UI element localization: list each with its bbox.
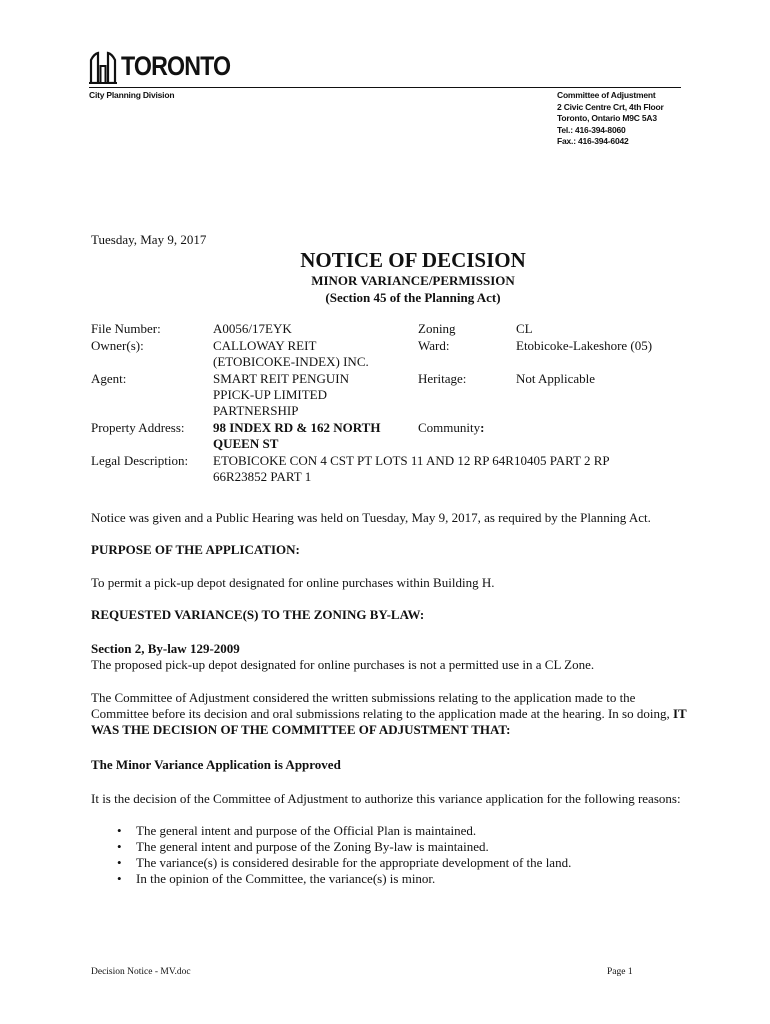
hearing-notice: Notice was given and a Public Hearing was held on Tuesday, May 9, 2017, as required by the Planning Act. <box>91 510 651 525</box>
address-line: 2 Civic Centre Crt, 4th Floor <box>557 101 664 112</box>
heritage-value: Not Applicable <box>516 371 596 386</box>
committee-address <box>557 90 664 148</box>
committee-paragraph: The Committee of Adjustment considered the written submissions relating to the application made to the Committee before its decision and oral submissions relating to the application made at the hearing. In so doing, IT WAS THE DECISION OF THE COMMITTEE OF ADJUSTMENT THAT: <box>91 690 687 737</box>
ward-label: Ward: <box>418 338 450 353</box>
toronto-logo <box>89 48 231 84</box>
owner-value: CALLOWAY REIT (ETOBICOKE-INDEX) INC. <box>213 338 369 369</box>
page-subtitle: MINOR VARIANCE/PERMISSION <box>311 273 515 288</box>
agent-label: Agent: <box>91 371 127 386</box>
page-number: Page 1 <box>607 967 633 977</box>
logo-wordmark: TORONTO <box>121 51 231 81</box>
community-label: Community: <box>418 420 485 435</box>
list-item: • The general intent and purpose of the Zoning By-law is maintained. <box>91 839 571 855</box>
address-line: Tel.: 416-394-8060 <box>557 124 626 135</box>
legal-description-value: ETOBICOKE CON 4 CST PT LOTS 11 AND 12 RP 64R10405 PART 2 RP 66R23852 PART 1 <box>213 453 610 484</box>
property-address-label: Property Address: <box>91 420 185 435</box>
owner-label: Owner(s): <box>91 338 144 353</box>
address-line: Committee of Adjustment <box>557 90 656 100</box>
approved-heading: The Minor Variance Application is Approved <box>91 757 341 772</box>
address-line: Toronto, Ontario M9C 5A3 <box>557 113 657 123</box>
page-title: NOTICE OF DECISION <box>300 248 526 272</box>
notice-date: Tuesday, May 9, 2017 <box>91 232 207 247</box>
section-text: The proposed pick-up depot designated for online purchases is not a permitted use in a CL Zone. <box>91 657 595 672</box>
reasons-list <box>91 823 571 887</box>
page-subtitle-section: (Section 45 of the Planning Act) <box>325 290 501 305</box>
list-item: • In the opinion of the Committee, the variance(s) is minor. <box>91 871 571 887</box>
property-address-value: 98 INDEX RD & 162 NORTH QUEEN ST <box>213 420 381 451</box>
legal-description-label: Legal Description: <box>91 453 189 468</box>
decision-text: It is the decision of the Committee of Adjustment to authorize this variance application for the following reasons: <box>91 791 681 806</box>
footer-left: Decision Notice - MV.doc <box>91 967 191 977</box>
variance-heading: REQUESTED VARIANCE(S) TO THE ZONING BY-LAW: <box>91 607 425 622</box>
division-label: City Planning Division <box>89 90 175 100</box>
ward-value: Etobicoke-Lakeshore (05) <box>516 338 653 353</box>
file-number-value: A0056/17EYK <box>213 321 292 336</box>
file-number-label: File Number: <box>91 321 161 336</box>
list-item: • The variance(s) is considered desirable for the appropriate development of the land. <box>91 855 571 871</box>
list-item: • The general intent and purpose of the Official Plan is maintained. <box>91 823 571 839</box>
section-heading: Section 2, By-law 129-2009 <box>91 641 240 656</box>
zoning-label: Zoning <box>418 321 456 336</box>
purpose-text: To permit a pick-up depot designated for online purchases within Building H. <box>91 575 495 590</box>
purpose-heading: PURPOSE OF THE APPLICATION: <box>91 542 300 557</box>
city-hall-icon <box>89 50 117 84</box>
agent-value: SMART REIT PENGUIN PPICK-UP LIMITED PARTNERSHIP <box>213 371 349 418</box>
address-line: Fax.: 416-394-6042 <box>557 136 629 146</box>
zoning-value: CL <box>516 321 533 336</box>
header-rule <box>89 87 681 88</box>
heritage-label: Heritage: <box>418 371 467 386</box>
